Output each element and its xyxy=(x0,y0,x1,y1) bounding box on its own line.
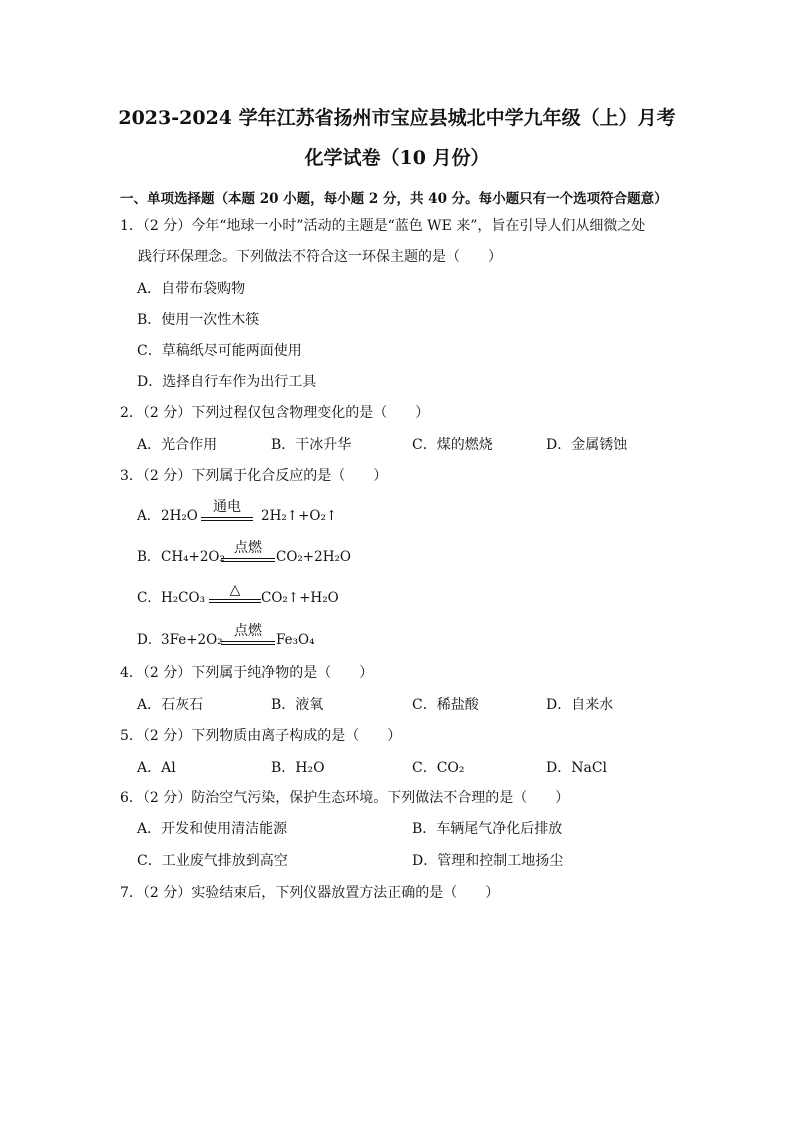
question-7-stem: 7．（2 分）实验结束后，下列仪器放置方法正确的是（ ） xyxy=(120,885,500,901)
option-label: C． xyxy=(137,590,161,606)
question-2-stem: 2．（2 分）下列过程仅包含物理变化的是（ ） xyxy=(120,405,430,421)
reaction-condition-arrow xyxy=(201,499,253,521)
question-5-stem: 5．（2 分）下列物质由离子构成的是（ ） xyxy=(120,728,402,744)
equation-reactants: 3Fe+2O₂ xyxy=(161,632,223,648)
question-2-option-a: A．光合作用 xyxy=(137,437,218,453)
equation-reactants: 2H₂O xyxy=(161,508,198,524)
question-4-option-d: D．自来水 xyxy=(546,697,614,713)
question-6-option-c: C．工业废气排放到高空 xyxy=(137,853,288,869)
question-3-option-c xyxy=(137,576,357,606)
question-1-option-c: C．草稿纸尽可能两面使用 xyxy=(137,343,302,359)
question-3-stem: 3．（2 分）下列属于化合反应的是（ ） xyxy=(120,468,388,484)
question-1-stem-continued: 践行环保理念。下列做法不符合这一环保主题的是（ ） xyxy=(138,249,502,265)
exam-title-line2: 化学试卷（10 月份） xyxy=(304,147,490,169)
question-1-option-d: D．选择自行车作为出行工具 xyxy=(137,374,317,390)
reaction-condition: 通电 xyxy=(213,499,241,515)
question-4-option-c: C．稀盐酸 xyxy=(412,697,479,713)
reaction-condition-arrow xyxy=(209,581,261,603)
question-3-option-d xyxy=(137,618,357,648)
reaction-condition-arrow xyxy=(221,540,275,562)
question-3-option-b xyxy=(137,535,357,565)
reaction-condition: △ xyxy=(229,582,241,598)
section-heading: 一、单项选择题（本题 20 小题，每小题 2 分，共 40 分。每小题只有一个选项符合题意） xyxy=(120,191,668,207)
option-label: D． xyxy=(137,632,162,648)
equation-reactants: CH₄+2O₂ xyxy=(161,549,225,565)
equation-reactants: H₂CO₃ xyxy=(161,590,205,606)
question-6-option-d: D．管理和控制工地扬尘 xyxy=(412,853,564,869)
question-5-option-d: D．NaCl xyxy=(546,760,608,776)
equation-products: Fe₃O₄ xyxy=(276,632,315,648)
exam-title-line1: 2023-2024 学年江苏省扬州市宝应县城北中学九年级（上）月考 xyxy=(118,107,676,129)
equation-products: 2H₂↑+O₂↑ xyxy=(261,508,338,524)
question-1-stem: 1．（2 分）今年“地球一小时”活动的主题是“蓝色 WE 来”，旨在引导人们从细微之处 xyxy=(120,218,646,234)
question-1-option-a: A．自带布袋购物 xyxy=(137,281,246,297)
question-2-option-b: B．干冰升华 xyxy=(271,437,352,453)
question-6-stem: 6．（2 分）防治空气污染，保护生态环境。下列做法不合理的是（ ） xyxy=(120,790,570,806)
reaction-condition-arrow xyxy=(221,623,275,645)
question-5-option-b: B．H₂O xyxy=(271,760,325,776)
reaction-condition: 点燃 xyxy=(234,623,262,639)
question-6-option-a: A．开发和使用清洁能源 xyxy=(137,821,288,837)
option-label: A． xyxy=(137,508,161,524)
question-5-option-c: C．CO₂ xyxy=(412,760,465,776)
question-5-option-a: A．Al xyxy=(137,760,176,776)
question-4-stem: 4．（2 分）下列属于纯净物的是（ ） xyxy=(120,665,374,681)
question-4-option-b: B．液氧 xyxy=(271,697,324,713)
question-6-option-b: B．车辆尾气净化后排放 xyxy=(412,821,563,837)
equation-products: CO₂+2H₂O xyxy=(276,549,351,565)
option-label: B． xyxy=(137,549,161,565)
reaction-condition: 点燃 xyxy=(234,540,262,556)
question-3-option-a xyxy=(137,494,357,524)
question-2-option-d: D．金属锈蚀 xyxy=(546,437,628,453)
equation-products: CO₂↑+H₂O xyxy=(261,590,339,606)
question-1-option-b: B．使用一次性木筷 xyxy=(137,312,260,328)
question-2-option-c: C．煤的燃烧 xyxy=(412,437,493,453)
question-4-option-a: A．石灰石 xyxy=(137,697,204,713)
